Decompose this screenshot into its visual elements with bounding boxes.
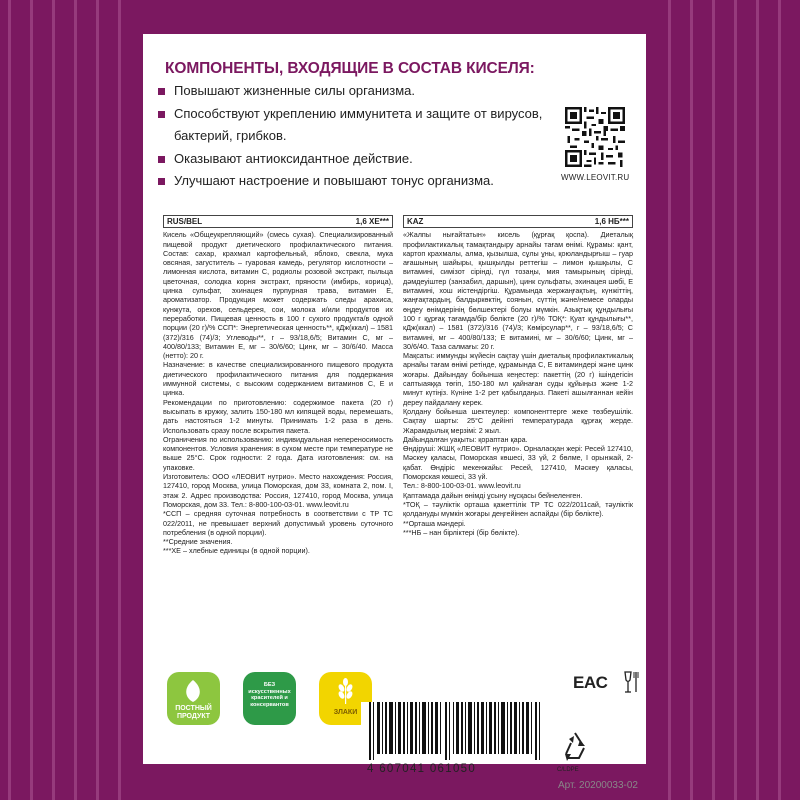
restrictions-text: Қолдану бойынша шектеулер: компоненттерге жеке төзбеушілік. Сақтау шарты: 25°С дейінгі температурада құрғақ жерде. Жарамдылық мерзімі: 2 жыл. [403,406,633,435]
composition-text: «Жалпы нығайтатын» кисель (құрғақ қоспа). Диеталық профилактикалық тамақтандыру арнайы тағам өнімі. Құрамы: қант, картоп крахмалы, алма, қызылша, сұлы ұны, қоюландырғыш – гуар ағашының шайыры, қышқылды реттегіш – лимон қышқылы, С витамині, симізот сірінді, гүл тозаңы, мия тамырының сірінді, дәмдеуіштер (занзабил, даршын), цинк сульфаты, эхинацея шөбі, Е витамині, хош иістендіргіш. Құрамында жержаңғақтың, күнжіттің, жаңғақтардың, балдыркөктің, соянын, сүттің және/немесе оларды өңдеу өнімдерінің бөлшектері болуы мүмкін. Азықтық құндылығы 100 г құрғақ тағамда/бір бөлікте (20 г)/% ТОҚ*: Қуат құндылығы**, кДж(ккал) – 1581 (372)/316 (74)/3; Көмірсулар**, г – 93/18,6/5; С витамині, мг – 400/80/133; Е витамині, мг – 30/6/60; Цинк, мг – 30/6/40. Таза салмағы: 20 г. [403,230,633,351]
date-text: Дайындалған уақыты: қорaптан қара. [403,434,528,444]
bullet-icon [158,156,165,163]
no-additives-badge [239,668,300,729]
certification-marks [573,670,643,696]
background-stripe [52,0,55,800]
bullet-icon [158,88,165,95]
article-number: Арт. 20200033-02 [558,780,638,791]
background-stripe [756,0,759,800]
footnote: ***ХЕ – хлебные единицы (в одной порции). [163,546,310,556]
barcode-number: 4 607041 061050 [367,763,477,775]
benefits-list [158,80,553,193]
website-link[interactable]: WWW.LEOVIT.RU [561,173,630,182]
barcode-icon [361,702,547,760]
background-stripe [778,0,781,800]
benefit-item: Улучшают настроение и повышают тонус организма. [158,170,553,193]
background-stripe [734,0,737,800]
glass-fork-icon [621,670,643,696]
language-code: RUS/BEL [167,217,203,226]
bread-units: 1,6 НБ*** [594,217,629,226]
background-stripe [8,0,11,800]
benefit-item: Повышают жизненные силы организма. [158,80,553,103]
label-panel [143,34,646,791]
column-body [403,230,633,537]
purpose-text: Назначение: в качестве специализированного пищевого продукта диетического профилактического питания для поддержания иммунной системы, с высоким содержанием витаминов С, Е и цинка. [163,360,393,398]
manufacturer-text: Изготовитель: ООО «ЛЕОВИТ нутрио». Место нахождения: Россия, 127410, город Москва, улица Поморская, дом 33, комната 2, пом. I, этаж 2. Адрес производства: Россия, 127410, город Москва, улица Поморская, дом 33. Тел.: 8-800-100-03-01. www.leovit.ru [163,472,393,509]
bullet-icon [158,111,165,118]
preparation-text: Рекомендации по приготовлению: содержимое пакета (20 г) высыпать в кружку, залить 150-180 мл кипящей воды, перемешать, дать настояться 1-2 минуты. Принимать 1-2 раза в день. Использовать сразу после вскрытия пакета. [163,397,393,435]
bullet-icon [158,178,165,185]
background-stripe [30,0,33,800]
info-column-kaz [403,215,633,537]
badges-row [163,668,376,729]
manufacturer-text: Өндіруші: ЖШҚ «ЛЕОВИТ нутрио». Орналасқан жері: Ресей 127410, Мәскеу қаласы, Поморская көшесі, 33 үй, 2 бөлме, I орынжай, 2-қабат. Өндіріс мекенжайы: Ресей, 127410, Мәскеу қаласы, Поморская көшесі, 33 үй. [403,444,633,482]
column-body [163,230,393,555]
background-stripe [668,0,671,800]
footnote: **Средние значения. [163,537,233,547]
eac-mark: EAC [573,673,608,692]
column-header [403,215,633,228]
footnote: ***НБ – нан бірліктері (бір бөлікте). [403,527,520,537]
restrictions-text: Ограничения по использованию: индивидуальная непереносимость компонентов. Условия хранения: в сухом месте при температуре не выше 25°С. Срок годности: 2 года. Дата изготовления: см. на упаковке. [163,434,393,472]
lenten-product-badge [163,668,224,729]
benefit-item: Оказывают антиоксидантное действие. [158,148,553,171]
composition-text: Кисель «Общеукрепляющий» (смесь сухая). Специализированный пищевой продукт диетического профилактического питания. Состав: сахар, крахмал картофельный, яблоко, свекла, мука овсяная, загуститель – гуаровая камедь, регулятор кислотности – лимонная кислота, витамин С, родиолы розовой экстракт, пыльца цветочная, солодка корня экстракт, пряности (имбирь, корица), цинка сульфат, эхинацея пурпурная трава, витамин Е, ароматизатор. Продукция может содержать следы арахиса, кунжута, орехов, сельдерея, сои, молока и/или продуктов их переработки. Пищевая ценность в 100 г сухого продукта/в одной порции (20 г)/% ССП*: Энергетическая ценность**, кДж(ккал) – 1581 (372)/316 (74)/3; Углеводы**, г – 93/18,6/5; Витамин С, мг – 400/80/133; Витамин Е, мг – 30/6/60; Цинк, мг – 30/6/40. Масса (нетто): 20 г. [163,230,393,361]
info-column-rus [163,215,393,556]
qr-code-icon[interactable] [565,107,625,167]
footnote: *ССП – средняя суточная потребность в соответствии с ТР ТС 022/2011, не превышает верхний допустимый уровень суточного потребления (в одной порции). [163,509,393,537]
recycle-icon [560,730,590,766]
badge-label: ПОСТНЫЙ ПРОДУКТ [175,705,212,720]
purpose-text: Мақсаты: иммунды жүйесін сақтау үшін диеталық профилактикалық арнайы тағам өнімі ретінде, құрамында С, Е витаминдері және цинк жоғары. Дайындау бойынша кеңестер: пакеттің (20 г) ішіндегісін саптыаяққа төгіп, 150-180 мл қайнаған суды құйыңыз және 1-2 минут күтіңіз. Күніне 1-2 рет қабылдаңыз. Пакеті ашылғаннан кейін дереу пайдалану керек. [403,351,633,407]
language-code: KAZ [407,217,424,226]
recycle-label: C/LDPE [557,767,579,773]
pack-top-band [143,0,646,34]
background-stripe [690,0,693,800]
background-stripe [96,0,99,800]
background-stripe [712,0,715,800]
section-title: КОМПОНЕНТЫ, ВХОДЯЩИЕ В СОСТАВ КИСЕЛЯ: [165,60,535,77]
packaging-note: Қаптамада дайын өнімді ұсыну нұсқасы бейнеленген. [403,490,583,500]
footnote: **Орташа мәндері. [403,518,466,528]
column-header [163,215,393,228]
badge-label: ЗЛАКИ [333,709,358,716]
bread-units: 1,6 ХЕ*** [355,217,389,226]
phone-text: Тел.: 8-800-100-03-01. www.leovit.ru [403,481,521,491]
benefit-item: Способствуют укреплению иммунитета и защите от вирусов, бактерий, грибков. [158,103,553,148]
badge-label: БЕЗ искусственных красителей и консервантов [248,682,291,708]
footnote: *ТОҚ – тәуліктік орташа қажеттілік ТР ТС 022/2011сай, тәуліктік қолдануды мүмкін жоғары деңгейінен аспайды (бір бөлікте). [403,499,633,519]
background-stripe [74,0,77,800]
background-stripe [118,0,121,800]
